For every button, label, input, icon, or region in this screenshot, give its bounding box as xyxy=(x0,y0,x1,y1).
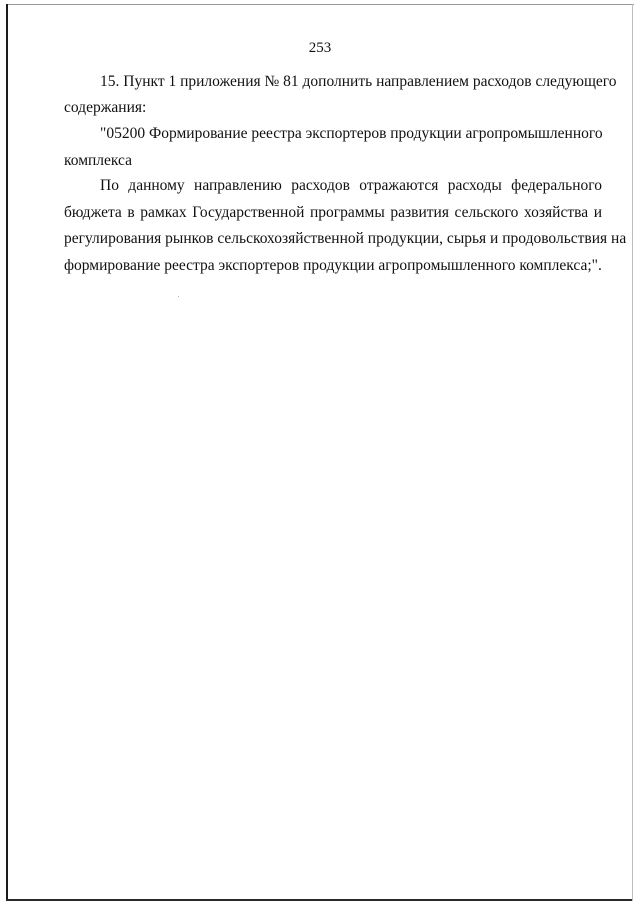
scan-border-top xyxy=(6,4,634,5)
description-line-4: формирование реестра экспортеров продукции агропромышленного комплекса;". xyxy=(64,257,602,274)
scan-border-bottom xyxy=(6,899,632,901)
description-line-2: бюджета в рамках Государственной программы развития сельского хозяйства и xyxy=(64,204,602,221)
description-line-3: регулирования рынков сельскохозяйственной продукции, сырья и продовольствия на xyxy=(64,230,627,247)
item-15-line-2: содержания: xyxy=(64,99,147,116)
item-15-line-1: 15. Пункт 1 приложения № 81 дополнить направлением расходов следующего xyxy=(100,73,617,90)
code-entry-line-2: комплекса xyxy=(64,152,133,169)
page-number: 253 xyxy=(308,40,332,56)
scan-border-right xyxy=(632,4,633,901)
scan-border-left xyxy=(6,4,8,899)
scan-speck xyxy=(178,296,179,297)
description-line-1: По данному направлению расходов отражаются расходы федерального xyxy=(100,177,602,194)
code-entry-line-1: "05200 Формирование реестра экспортеров продукции агропромышленного xyxy=(100,125,603,142)
